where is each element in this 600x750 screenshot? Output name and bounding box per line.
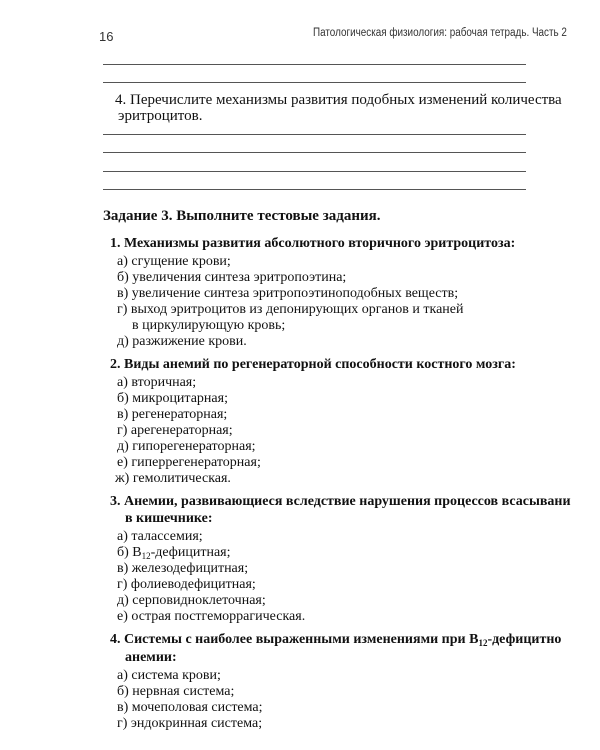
q3-option-a: а) талассемия; bbox=[117, 529, 203, 544]
subscript-12: 12 bbox=[478, 638, 488, 648]
q3-option-e: е) острая постгеморрагическая. bbox=[117, 609, 306, 624]
q2-option-v: в) регенераторная; bbox=[117, 407, 228, 422]
subscript-12: 12 bbox=[141, 551, 151, 561]
q2-option-zh: ж) гемолитическая. bbox=[115, 471, 231, 486]
page-number: 16 bbox=[99, 29, 114, 44]
running-header: Патологическая физиология: рабочая тетрадь. Часть 2 bbox=[313, 27, 567, 39]
q2-option-d: д) гипорегенераторная; bbox=[117, 439, 256, 454]
q3-option-d: д) серповидноклеточная; bbox=[117, 593, 266, 608]
question-4-text-continued: эритроцитов. bbox=[118, 108, 203, 124]
q2-option-a: а) вторичная; bbox=[117, 375, 197, 390]
q3-option-b: б) $B_{12}$-дефицитная; bbox=[117, 545, 231, 561]
task-heading: Задание 3. Выполните тестовые задания. bbox=[103, 208, 381, 224]
q1-option-a: а) сгущение крови; bbox=[117, 254, 231, 269]
q3-option-g: г) фолиеводефицитная; bbox=[117, 577, 256, 592]
test-question-3-title: 3. Анемии, развивающиеся вследствие нарушения процессов всасывани bbox=[110, 494, 571, 509]
test-question-3-title-continued: в кишечнике: bbox=[125, 511, 213, 526]
q4-option-v: в) мочеполовая система; bbox=[117, 700, 263, 715]
q1-option-b: б) увеличения синтеза эритропоэтина; bbox=[117, 270, 347, 285]
q4-option-g: г) эндокринная система; bbox=[117, 716, 263, 731]
q1-option-g: г) выход эритроцитов из депонирующих органов и тканей bbox=[117, 302, 464, 317]
test-question-2-title: 2. Виды анемий по регенераторной способности костного мозга: bbox=[110, 357, 516, 372]
answer-line bbox=[103, 152, 526, 153]
q4-option-a: а) система крови; bbox=[117, 668, 221, 683]
question-4-text: 4. Перечислите механизмы развития подобных изменений количества bbox=[115, 92, 562, 108]
q1-option-g-continued: в циркулирующую кровь; bbox=[132, 318, 286, 333]
answer-line bbox=[103, 64, 526, 65]
q1-option-d: д) разжижение крови. bbox=[117, 334, 247, 349]
q1-option-v: в) увеличение синтеза эритропоэтиноподобных веществ; bbox=[117, 286, 459, 301]
test-question-1-title: 1. Механизмы развития абсолютного вторичного эритроцитоза: bbox=[110, 236, 516, 251]
q3-option-v: в) железодефицитная; bbox=[117, 561, 249, 576]
q4-option-b: б) нервная система; bbox=[117, 684, 235, 699]
answer-line bbox=[103, 171, 526, 172]
test-question-4-title-continued: анемии: bbox=[125, 650, 177, 665]
q2-option-g: г) арегенераторная; bbox=[117, 423, 233, 438]
answer-line bbox=[103, 134, 526, 135]
q2-option-e: е) гиперрегенераторная; bbox=[117, 455, 261, 470]
answer-line bbox=[103, 189, 526, 190]
answer-line bbox=[103, 82, 526, 83]
test-question-4-title: 4. Системы с наиболее выраженными изменениями при $B_{12}$-дефицитно bbox=[110, 632, 562, 648]
q2-option-b: б) микроцитарная; bbox=[117, 391, 228, 406]
